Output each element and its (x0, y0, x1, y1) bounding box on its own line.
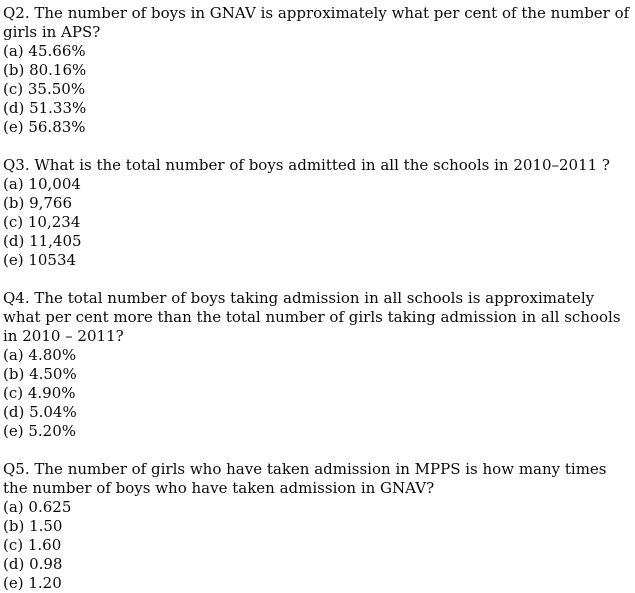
option-b: (b) 80.16% (3, 61, 87, 79)
option-c: (c) 1.60 (3, 536, 62, 554)
option-a: (a) 45.66% (3, 42, 86, 60)
option-c: (c) 35.50% (3, 80, 86, 98)
option-a: (a) 10,004 (3, 175, 81, 193)
option-b: (b) 1.50 (3, 517, 63, 535)
option-d: (d) 0.98 (3, 555, 63, 573)
question-text: Q5. The number of girls who have taken admission in MPPS is how many times the number of boys who have taken admission in GNAV? (3, 460, 607, 497)
question-block-q2 (3, 4, 632, 137)
question-block-q3 (3, 156, 632, 270)
option-b: (b) 9,766 (3, 194, 73, 212)
option-a: (a) 4.80% (3, 346, 77, 364)
option-d: (d) 5.04% (3, 403, 77, 421)
question-text: Q4. The total number of boys taking admission in all schools is approximately what per cent more than the total number of girls taking admission in all schools in 2010 – 2011? (3, 289, 621, 345)
option-d: (d) 11,405 (3, 232, 82, 250)
option-e: (e) 10534 (3, 251, 77, 269)
option-c: (c) 4.90% (3, 384, 76, 402)
option-e: (e) 1.20 (3, 574, 62, 592)
option-a: (a) 0.625 (3, 498, 72, 516)
option-e: (e) 5.20% (3, 422, 77, 440)
question-block-q5 (3, 460, 632, 593)
question-text: Q3. What is the total number of boys admitted in all the schools in 2010–2011 ? (3, 156, 610, 174)
question-text: Q2. The number of boys in GNAV is approximately what per cent of the number of girls in APS? (3, 4, 630, 41)
option-e: (e) 56.83% (3, 118, 86, 136)
option-d: (d) 51.33% (3, 99, 87, 117)
option-b: (b) 4.50% (3, 365, 77, 383)
option-c: (c) 10,234 (3, 213, 81, 231)
question-block-q4 (3, 289, 632, 441)
